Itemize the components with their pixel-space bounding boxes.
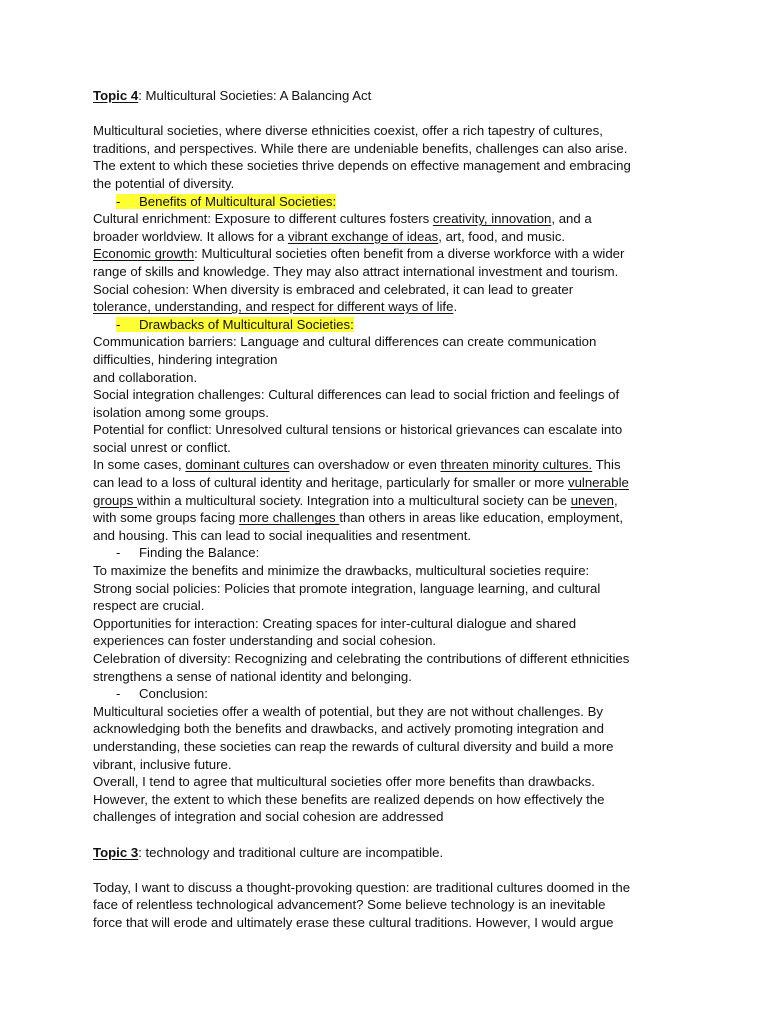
benefits-heading-text: Benefits of Multicultural Societies: bbox=[139, 193, 337, 209]
paragraph-line bbox=[93, 492, 683, 510]
paragraph-line: difficulties, hindering integration bbox=[93, 351, 278, 367]
drawbacks-heading-text: Drawbacks of Multicultural Societies: bbox=[139, 316, 354, 332]
underlined-text: creativity, innovation bbox=[432, 211, 552, 227]
text-run: can lead to a loss of cultural identity and heritage, particularly for smaller or more bbox=[93, 475, 568, 491]
paragraph-line bbox=[93, 474, 683, 492]
bullet-dash: - bbox=[116, 545, 121, 561]
balance-heading-text: Finding the Balance: bbox=[139, 545, 260, 561]
topic3-intro-line: force that will erode and ultimately erase these cultural traditions. However, I would argue bbox=[93, 914, 614, 930]
paragraph-line: acknowledging both the benefits and drawbacks, and actively promoting integration and bbox=[93, 721, 604, 737]
underlined-text: dominant cultures bbox=[185, 457, 290, 473]
paragraph-line bbox=[93, 456, 683, 474]
paragraph-line: Social cohesion: When diversity is embraced and celebrated, it can lead to greater bbox=[93, 281, 574, 297]
text-run: broader worldview. It allows for a bbox=[93, 228, 288, 244]
underlined-text: vibrant exchange of ideas bbox=[287, 228, 439, 244]
text-run: , art, food, and music. bbox=[438, 228, 566, 244]
paragraph-line: social unrest or conflict. bbox=[93, 439, 231, 455]
underlined-text: tolerance, understanding, and respect for different ways of life bbox=[93, 299, 454, 315]
paragraph-line: However, the extent to which these benefits are realized depends on how effectively the bbox=[93, 791, 605, 807]
balance-heading bbox=[93, 544, 683, 562]
paragraph-line: Social integration challenges: Cultural differences can lead to social friction and feelings of bbox=[93, 387, 620, 403]
topic4-heading bbox=[93, 87, 683, 105]
paragraph-line bbox=[93, 298, 683, 316]
text-run: Cultural enrichment: Exposure to different cultures fosters bbox=[93, 211, 433, 227]
paragraph-line: Strong social policies: Policies that promote integration, language learning, and cultural bbox=[93, 580, 601, 596]
conclusion-heading-text: Conclusion: bbox=[139, 686, 208, 702]
text-run: : Multicultural societies often benefit from a diverse workforce with a wider bbox=[194, 246, 625, 262]
topic4-intro-line: traditions, and perspectives. While there are undeniable benefits, challenges can also arise. bbox=[93, 140, 628, 156]
topic3-title: : technology and traditional culture are incompatible. bbox=[138, 844, 444, 860]
bullet-dash: - bbox=[116, 193, 121, 209]
paragraph-line: Multicultural societies offer a wealth of potential, but they are not without challenges. By bbox=[93, 703, 603, 719]
paragraph-line: Potential for conflict: Unresolved cultural tensions or historical grievances can escalate into bbox=[93, 422, 623, 438]
paragraph-line bbox=[93, 228, 683, 246]
bullet-dash: - bbox=[116, 316, 121, 332]
text-run: This bbox=[592, 457, 621, 473]
conclusion-heading bbox=[93, 685, 683, 703]
underlined-text: uneven bbox=[570, 492, 614, 508]
underlined-text: vulnerable bbox=[567, 475, 629, 491]
topic4-intro-line: Multicultural societies, where diverse ethnicities coexist, offer a rich tapestry of cultures, bbox=[93, 123, 603, 139]
paragraph-line: respect are crucial. bbox=[93, 598, 205, 614]
paragraph-line bbox=[93, 509, 683, 527]
paragraph-line: and housing. This can lead to social inequalities and resentment. bbox=[93, 527, 472, 543]
paragraph-line: isolation among some groups. bbox=[93, 404, 269, 420]
paragraph-line: To maximize the benefits and minimize the drawbacks, multicultural societies require: bbox=[93, 563, 590, 579]
topic4-label: Topic 4 bbox=[93, 88, 139, 103]
bullet-dash: - bbox=[116, 686, 121, 702]
text-run: . bbox=[453, 299, 458, 315]
paragraph-line: strengthens a sense of national identity and belonging. bbox=[93, 668, 412, 684]
text-run: can overshadow or even bbox=[289, 457, 441, 473]
topic3-heading bbox=[93, 844, 683, 862]
text-run: with some groups facing bbox=[93, 510, 239, 526]
underlined-text: more challenges bbox=[238, 510, 340, 526]
document-page bbox=[93, 87, 683, 932]
paragraph-line: Opportunities for interaction: Creating spaces for inter-cultural dialogue and shared bbox=[93, 615, 577, 631]
underlined-text: groups bbox=[93, 492, 137, 508]
topic3-intro-line: face of relentless technological advancement? Some believe technology is an inevitable bbox=[93, 897, 606, 913]
topic4-title: : Multicultural Societies: A Balancing Act bbox=[138, 88, 372, 103]
paragraph-line: challenges of integration and social cohesion are addressed bbox=[93, 809, 444, 825]
text-run: , and a bbox=[551, 211, 592, 227]
paragraph-line: experiences can foster understanding and social cohesion. bbox=[93, 633, 437, 649]
paragraph-line: range of skills and knowledge. They may also attract international investment and tourism. bbox=[93, 263, 619, 279]
paragraph-line: understanding, these societies can reap the rewards of cultural diversity and build a more bbox=[93, 738, 614, 754]
underlined-text: Economic growth bbox=[93, 246, 195, 262]
paragraph-line: Overall, I tend to agree that multicultural societies offer more benefits than drawbacks. bbox=[93, 774, 595, 790]
text-run: within a multicultural society. Integration into a multicultural society can be bbox=[137, 492, 571, 508]
text-run: In some cases, bbox=[93, 457, 186, 473]
paragraph-line: vibrant, inclusive future. bbox=[93, 756, 232, 772]
paragraph-line bbox=[93, 210, 683, 228]
topic3-label: Topic 3 bbox=[93, 844, 139, 860]
topic3-intro-line: Today, I want to discuss a thought-provoking question: are traditional cultures doomed in the bbox=[93, 879, 631, 895]
topic4-intro-line: The extent to which these societies thrive depends on effective management and embracing bbox=[93, 158, 631, 174]
paragraph-line bbox=[93, 245, 683, 263]
topic4-intro-line: the potential of diversity. bbox=[93, 175, 235, 191]
paragraph-line: Communication barriers: Language and cultural differences can create communication bbox=[93, 334, 597, 350]
text-run: , bbox=[613, 492, 618, 508]
text-run: than others in areas like education, employment, bbox=[339, 510, 624, 526]
paragraph-line: and collaboration. bbox=[93, 369, 198, 385]
underlined-text: threaten minority cultures. bbox=[440, 457, 593, 473]
paragraph-line: Celebration of diversity: Recognizing and celebrating the contributions of different ethnicities bbox=[93, 651, 630, 666]
benefits-heading bbox=[93, 193, 683, 211]
drawbacks-heading bbox=[93, 316, 683, 334]
